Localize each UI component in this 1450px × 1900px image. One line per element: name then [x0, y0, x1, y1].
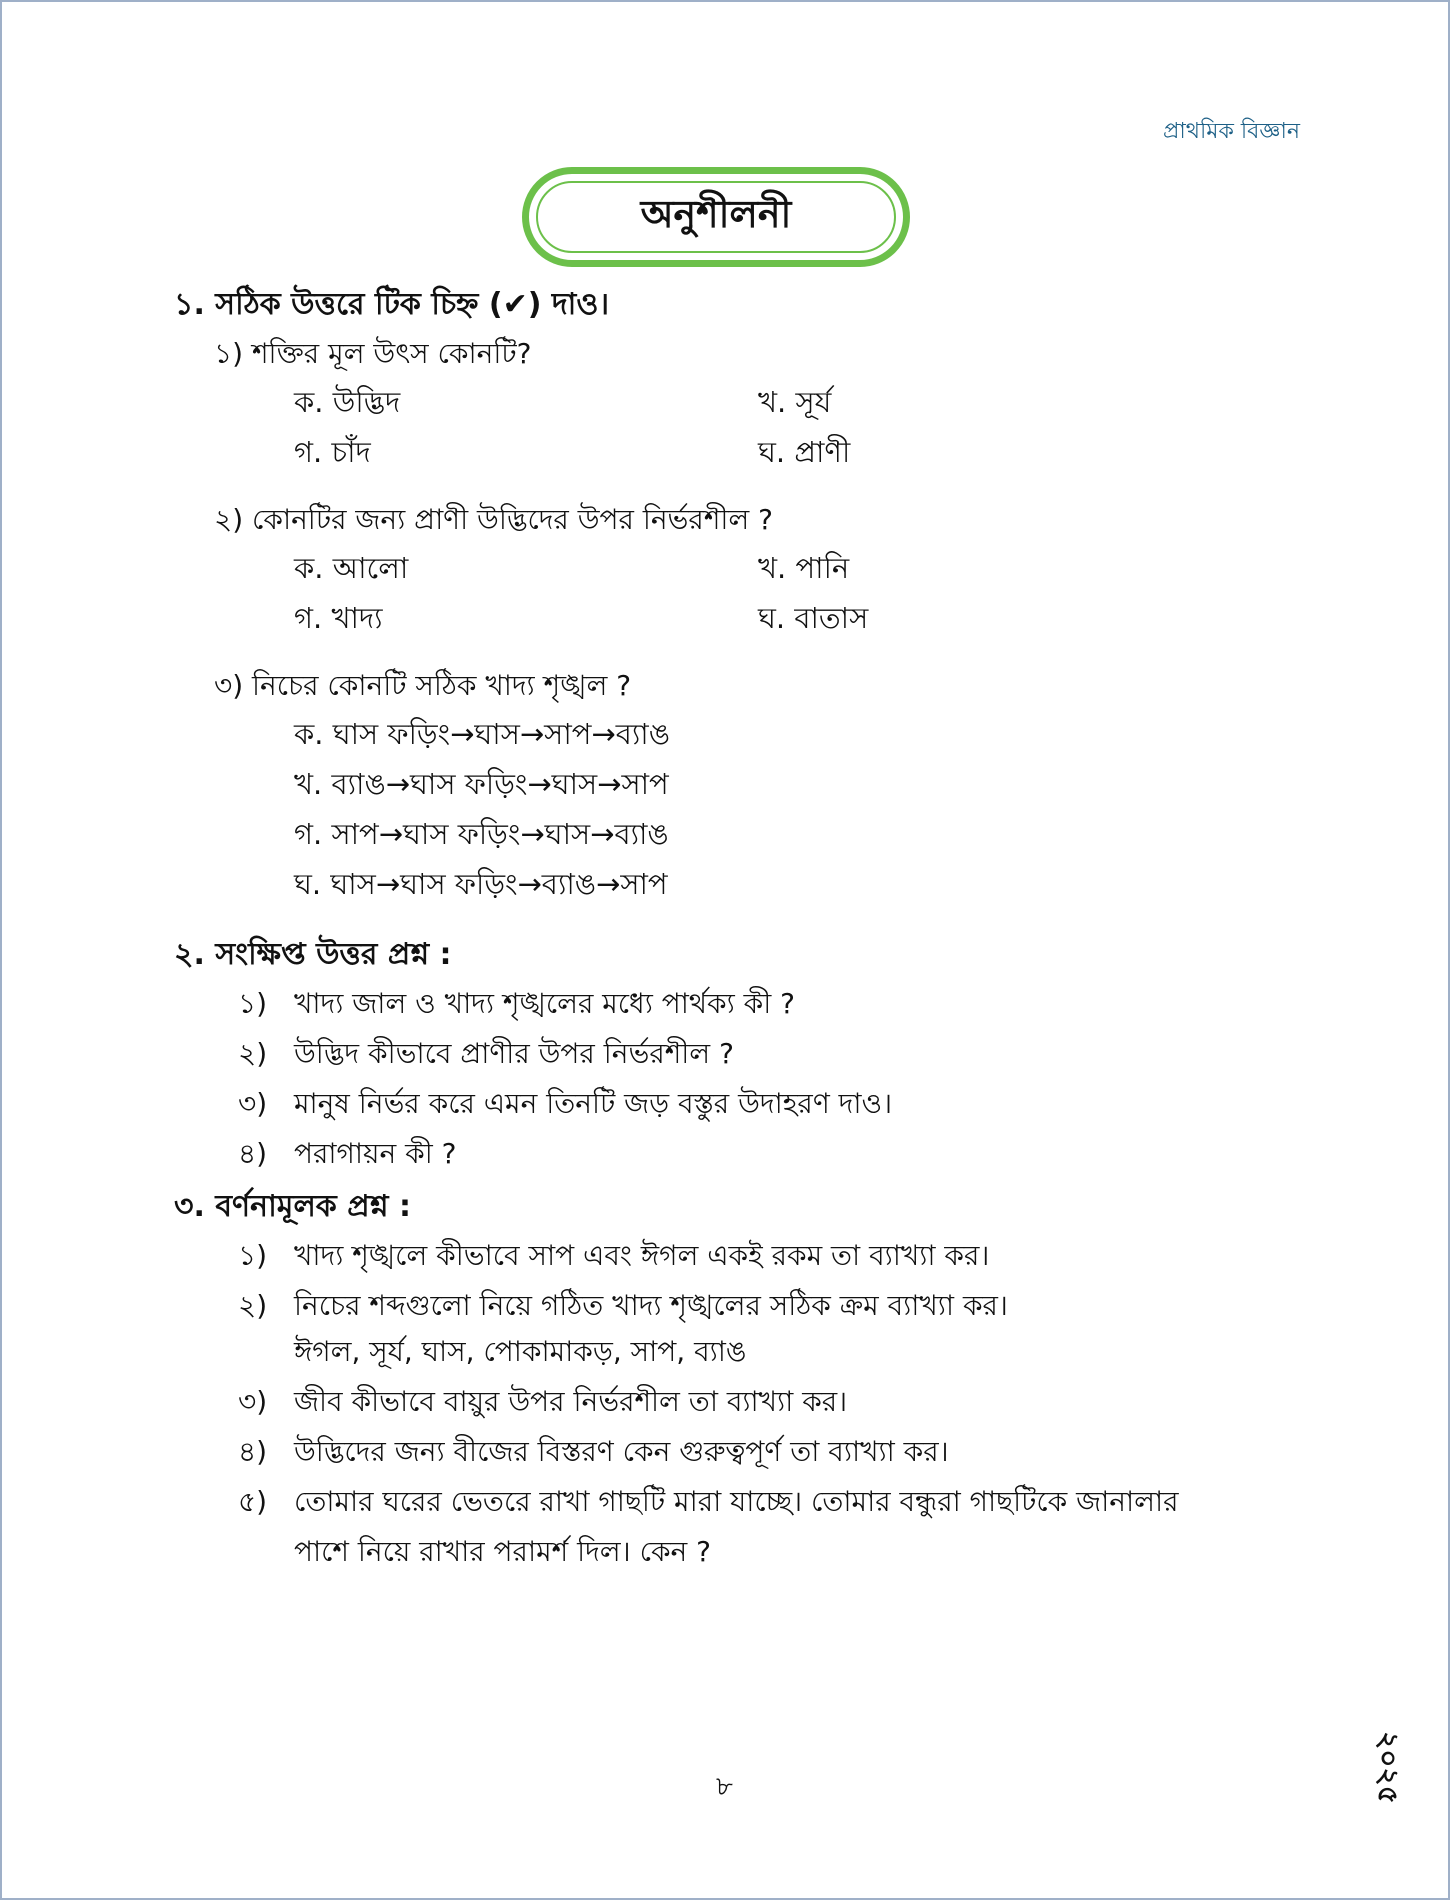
mcq-1-option-kha: খ. সূর্য [758, 385, 832, 419]
page-number: ৮ [716, 1772, 733, 1802]
item-number: ৩) [238, 1385, 268, 1418]
item-text: উদ্ভিদের জন্য বীজের বিস্তরণ কেন গুরুত্বপূর্ণ তা ব্যাখ্যা কর। [294, 1435, 949, 1468]
mcq-3-option-ga: গ. সাপ→ঘাস ফড়িং→ঘাস→ব্যাঙ [294, 817, 669, 851]
word-list: ঈগল, সূর্য, ঘাস, পোকামাকড়, সাপ, ব্যাঙ [294, 1335, 747, 1368]
mcq-1-option-gha: ঘ. প্রাণী [758, 435, 851, 469]
mcq-2-question: ২) কোনটির জন্য প্রাণী উদ্ভিদের উপর নির্ভরশীল ? [214, 503, 774, 536]
mcq-2-option-kha: খ. পানি [758, 551, 850, 585]
descriptive-question-3 [238, 1380, 847, 1427]
title-frame [522, 167, 910, 267]
mcq-1-option-ga: গ. চাঁদ [294, 435, 371, 469]
item-number: ২) [238, 1037, 268, 1070]
item-text: খাদ্য শৃঙ্খলে কীভাবে সাপ এবং ঈগল একই রকম তা ব্যাখ্যা কর। [294, 1239, 990, 1272]
mcq-2-option-gha: ঘ. বাতাস [758, 601, 869, 635]
running-header: প্রাথমিক বিজ্ঞান [1162, 119, 1300, 144]
section-2-heading: ২. সংক্ষিপ্ত উত্তর প্রশ্ন : [174, 937, 452, 972]
section-1-heading: ১. সঠিক উত্তরে টিক চিহ্ন (✔) দাও। [174, 287, 610, 322]
item-number: ৫) [238, 1485, 268, 1518]
item-text: পরাগায়ন কী ? [294, 1137, 457, 1170]
item-text: খাদ্য জাল ও খাদ্য শৃঙ্খলের মধ্যে পার্থক্য কী ? [294, 987, 796, 1020]
short-question-3 [238, 1082, 892, 1129]
item-number: ২) [238, 1289, 268, 1322]
short-question-4 [238, 1132, 456, 1179]
mcq-1-option-ka: ক. উদ্ভিদ [294, 385, 401, 419]
short-question-1 [238, 982, 795, 1029]
descriptive-question-4 [238, 1430, 949, 1477]
descriptive-question-1 [238, 1234, 989, 1281]
item-text: উদ্ভিদ কীভাবে প্রাণীর উপর নির্ভরশীল ? [294, 1037, 734, 1070]
descriptive-question-5-continued: পাশে নিয়ে রাখার পরামর্শ দিল। কেন ? [294, 1535, 712, 1568]
mcq-3-option-kha: খ. ব্যাঙ→ঘাস ফড়িং→ঘাস→সাপ [294, 767, 669, 801]
item-number: ৪) [238, 1137, 268, 1170]
item-number: ১) [238, 987, 268, 1020]
year-marker: ২০২৫ [1371, 1731, 1405, 1804]
section-3-heading: ৩. বর্ণনামূলক প্রশ্ন : [174, 1189, 411, 1224]
mcq-3-option-ka: ক. ঘাস ফড়িং→ঘাস→সাপ→ব্যাঙ [294, 717, 670, 751]
item-text: তোমার ঘরের ভেতরে রাখা গাছটি মারা যাচ্ছে। তোমার বন্ধুরা গাছটিকে জানালার [294, 1485, 1179, 1518]
descriptive-question-5 [238, 1480, 1179, 1527]
mcq-2-option-ka: ক. আলো [294, 551, 409, 585]
mcq-3-option-gha: ঘ. ঘাস→ঘাস ফড়িং→ব্যাঙ→সাপ [294, 867, 668, 901]
item-number: ৪) [238, 1435, 268, 1468]
page-title: অনুশীলনী [536, 181, 896, 253]
item-number: ৩) [238, 1087, 268, 1120]
item-text: জীব কীভাবে বায়ুর উপর নির্ভরশীল তা ব্যাখ্যা কর। [294, 1385, 848, 1418]
item-text: মানুষ নির্ভর করে এমন তিনটি জড় বস্তুর উদাহরণ দাও। [294, 1087, 893, 1120]
item-text: নিচের শব্দগুলো নিয়ে গঠিত খাদ্য শৃঙ্খলের সঠিক ক্রম ব্যাখ্যা কর। [294, 1289, 1008, 1322]
short-question-2 [238, 1032, 734, 1079]
item-number: ১) [238, 1239, 268, 1272]
descriptive-question-2 [238, 1284, 1008, 1331]
mcq-1-question: ১) শক্তির মূল উৎস কোনটি? [214, 337, 532, 370]
mcq-2-option-ga: গ. খাদ্য [294, 601, 383, 635]
mcq-3-question: ৩) নিচের কোনটি সঠিক খাদ্য শৃঙ্খল ? [214, 669, 632, 702]
